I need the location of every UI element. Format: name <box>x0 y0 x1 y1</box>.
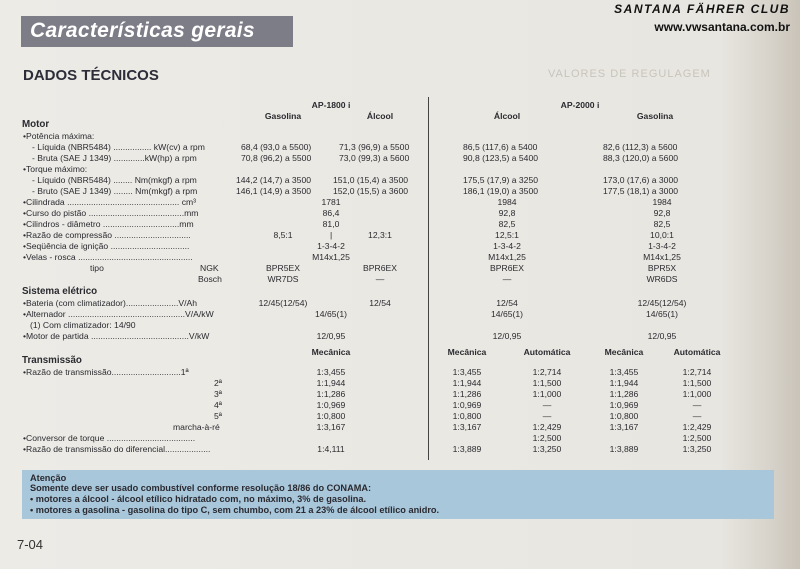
value: M14x1,25 <box>643 252 681 262</box>
section-heading: DADOS TÉCNICOS <box>23 67 159 84</box>
value: 152,0 (15,5) a 3600 <box>333 186 409 196</box>
value: 186,1 (19,0) a 3500 <box>463 186 539 196</box>
value: BPR6EX <box>363 263 397 273</box>
value: 12/0,95 <box>316 331 346 341</box>
label: Bosch <box>198 274 222 284</box>
value: 1:1,000 <box>532 389 562 399</box>
col-header-mecanica: Mecânica <box>604 347 644 357</box>
value: 8,5:1 <box>273 230 293 240</box>
value: 1:3,455 <box>452 367 482 377</box>
value: 92,8 <box>653 208 671 218</box>
value: 1:3,889 <box>609 444 639 454</box>
value: 1:3,889 <box>452 444 482 454</box>
value: 1:2,500 <box>532 433 562 443</box>
value: BPR6EX <box>490 263 524 273</box>
value: 82,5 <box>498 219 516 229</box>
value: 10,0:1 <box>650 230 674 240</box>
label: - Bruta (SAE J 1349) .............kW(hp) a rpm <box>32 153 197 163</box>
col-header-alcool: Álcool <box>493 111 521 121</box>
value: 73,0 (99,3) a 5600 <box>339 153 410 163</box>
value: 177,5 (18,1) a 3000 <box>603 186 679 196</box>
attention-line: Somente deve ser usado combustível conforme resolução 18/86 do CONAMA: <box>30 483 372 493</box>
value: 68,4 (93,0 a 5500) <box>241 142 312 152</box>
value: 14/65(1) <box>314 309 348 319</box>
label: NGK <box>200 263 219 273</box>
value: 1984 <box>652 197 672 207</box>
col-header-mecanica: Mecânica <box>311 347 351 357</box>
value: 86,4 <box>322 208 340 218</box>
value: 1:0,800 <box>316 411 346 421</box>
value: 12/0,95 <box>492 331 522 341</box>
value: 1984 <box>497 197 517 207</box>
value: 82,5 <box>653 219 671 229</box>
value: 144,2 (14,7) a 3500 <box>236 175 312 185</box>
label: • Cilindros - diâmetro ................................mm <box>23 219 194 229</box>
value: WR7DS <box>267 274 299 284</box>
label: - Líquida (NBR5484) ................ kW(cv) a rpm <box>32 142 205 152</box>
value: — <box>375 274 385 284</box>
value: 1:1,944 <box>609 378 639 388</box>
value: — <box>542 400 552 410</box>
value: 1-3-4-2 <box>648 241 676 251</box>
col-header-mecanica: Mecânica <box>447 347 487 357</box>
club-name: SANTANA FÄHRER CLUB <box>614 2 790 16</box>
label: marcha-à-ré <box>173 422 220 432</box>
value: 1-3-4-2 <box>493 241 521 251</box>
attention-box <box>22 470 774 519</box>
label: • Potência máxima: <box>23 131 94 141</box>
value: — <box>692 400 702 410</box>
value: 1:2,714 <box>532 367 562 377</box>
value: 88,3 (120,0) a 5600 <box>603 153 679 163</box>
label: • Curso do pistão ........................................mm <box>23 208 198 218</box>
value: 1:1,286 <box>609 389 639 399</box>
label: - Bruto (SAE J 1349) ........ Nm(mkgf) a rpm <box>32 186 198 196</box>
value: 1:3,455 <box>609 367 639 377</box>
value: 12,3:1 <box>368 230 392 240</box>
label: • Velas - rosca ................................................ <box>23 252 193 262</box>
value: 82,6 (112,3) a 5600 <box>603 142 678 152</box>
value: 1:1,500 <box>682 378 712 388</box>
label: 4ª <box>214 400 222 410</box>
value: 1-3-4-2 <box>317 241 345 251</box>
label: • Cilindrada ............................................... cm³ <box>23 197 196 207</box>
value: 12/54 <box>369 298 391 308</box>
label: • Motor de partida .........................................V/kW <box>23 331 209 341</box>
value: 1:3,455 <box>316 367 346 377</box>
label: • Torque máximo: <box>23 164 87 174</box>
label: - Líquido (NBR5484) ........ Nm(mkgf) a rpm <box>32 175 197 185</box>
value: 1:3,167 <box>316 422 346 432</box>
col-header-automatica: Automática <box>523 347 571 357</box>
label: • Seqüência de ignição ................................. <box>23 241 189 251</box>
value: 1:2,500 <box>682 433 712 443</box>
label: • Bateria (com climatizador)......................V/Ah <box>23 298 197 308</box>
label: • Conversor de torque ..................................... <box>23 433 195 443</box>
value: BPR5EX <box>266 263 300 273</box>
bleed-through-text: VALORES DE REGULAGEM <box>548 68 711 80</box>
column-divider <box>428 97 429 460</box>
value: 90,8 (123,5) a 5400 <box>463 153 539 163</box>
value: BPR5X <box>647 263 677 273</box>
value: 1:3,250 <box>532 444 562 454</box>
value: 14/65(1) <box>490 309 524 319</box>
value: 1:0,800 <box>452 411 482 421</box>
value: 1:2,714 <box>682 367 712 377</box>
value: 12/45(12/54) <box>258 298 308 308</box>
value: 1:3,250 <box>682 444 712 454</box>
label: 5ª <box>214 411 222 421</box>
label: 3ª <box>214 389 222 399</box>
club-website[interactable]: www.vwsantana.com.br <box>654 20 790 34</box>
engine-ap2000-header: AP-2000 i <box>560 100 600 110</box>
page-title: Características gerais <box>30 19 255 42</box>
attention-title: Atenção <box>30 473 67 483</box>
value: 70,8 (96,2) a 5500 <box>241 153 312 163</box>
value: 175,5 (17,9) a 3250 <box>463 175 539 185</box>
value: 1:0,969 <box>452 400 482 410</box>
value: 1:0,969 <box>316 400 346 410</box>
value: 173,0 (17,6) a 3000 <box>603 175 679 185</box>
section-eletrico: Sistema elétrico <box>22 286 98 297</box>
value: M14x1,25 <box>488 252 526 262</box>
value: 1:1,000 <box>682 389 712 399</box>
value: 1:2,429 <box>682 422 712 432</box>
value: 1:3,167 <box>609 422 639 432</box>
value: 12,5:1 <box>495 230 519 240</box>
title-banner <box>21 16 293 47</box>
value: 81,0 <box>322 219 340 229</box>
value: 71,3 (96,9) a 5500 <box>339 142 410 152</box>
col-header-alcool: Álcool <box>366 111 394 121</box>
value: WR6DS <box>646 274 678 284</box>
label: • Razão de transmissão do diferencial................... <box>23 444 210 454</box>
value: 1:0,800 <box>609 411 639 421</box>
label: 2ª <box>214 378 222 388</box>
separator: | <box>330 230 333 240</box>
label: • Razão de transmissão.............................1ª <box>23 367 189 377</box>
value: 1:1,944 <box>316 378 346 388</box>
footnote: (1) Com climatizador: 14/90 <box>30 320 136 330</box>
value: — <box>542 411 552 421</box>
value: 1:1,286 <box>452 389 482 399</box>
col-header-gasolina: Gasolina <box>636 111 674 121</box>
value: 14/65(1) <box>645 309 679 319</box>
value: M14x1,25 <box>312 252 350 262</box>
label: • Alternador .................................................V/A/kW <box>23 309 214 319</box>
value: 1:1,944 <box>452 378 482 388</box>
value: 1:3,167 <box>452 422 482 432</box>
label: • Razão de compressão ................................ <box>23 230 191 240</box>
value: 1:4,111 <box>317 444 345 454</box>
attention-line: • motores a álcool - álcool etílico hidratado com, no máximo, 3% de gasolina. <box>30 494 367 504</box>
value: 146,1 (14,9) a 3500 <box>236 186 312 196</box>
value: 1:1,286 <box>316 389 346 399</box>
value: 1:1,500 <box>532 378 562 388</box>
value: 92,8 <box>498 208 516 218</box>
value: 12/54 <box>496 298 518 308</box>
value: 1781 <box>321 197 341 207</box>
page-number: 7-04 <box>17 537 44 552</box>
section-transmissao: Transmissão <box>22 355 82 366</box>
col-header-automatica: Automática <box>673 347 721 357</box>
label: tipo <box>90 263 104 273</box>
value: 86,5 (117,6) a 5400 <box>463 142 538 152</box>
value: 151,0 (15,4) a 3500 <box>333 175 409 185</box>
value: 1:0,969 <box>609 400 639 410</box>
value: 1:2,429 <box>532 422 562 432</box>
engine-ap1800-header: AP-1800 i <box>311 100 351 110</box>
value: — <box>692 411 702 421</box>
col-header-gasolina: Gasolina <box>264 111 302 121</box>
value: — <box>502 274 512 284</box>
value: 12/0,95 <box>647 331 677 341</box>
attention-line: • motores a gasolina - gasolina do tipo C, sem chumbo, com 21 a 23% de álcool etílico anidro. <box>30 505 440 515</box>
section-motor: Motor <box>22 119 50 130</box>
value: 12/45(12/54) <box>637 298 687 308</box>
